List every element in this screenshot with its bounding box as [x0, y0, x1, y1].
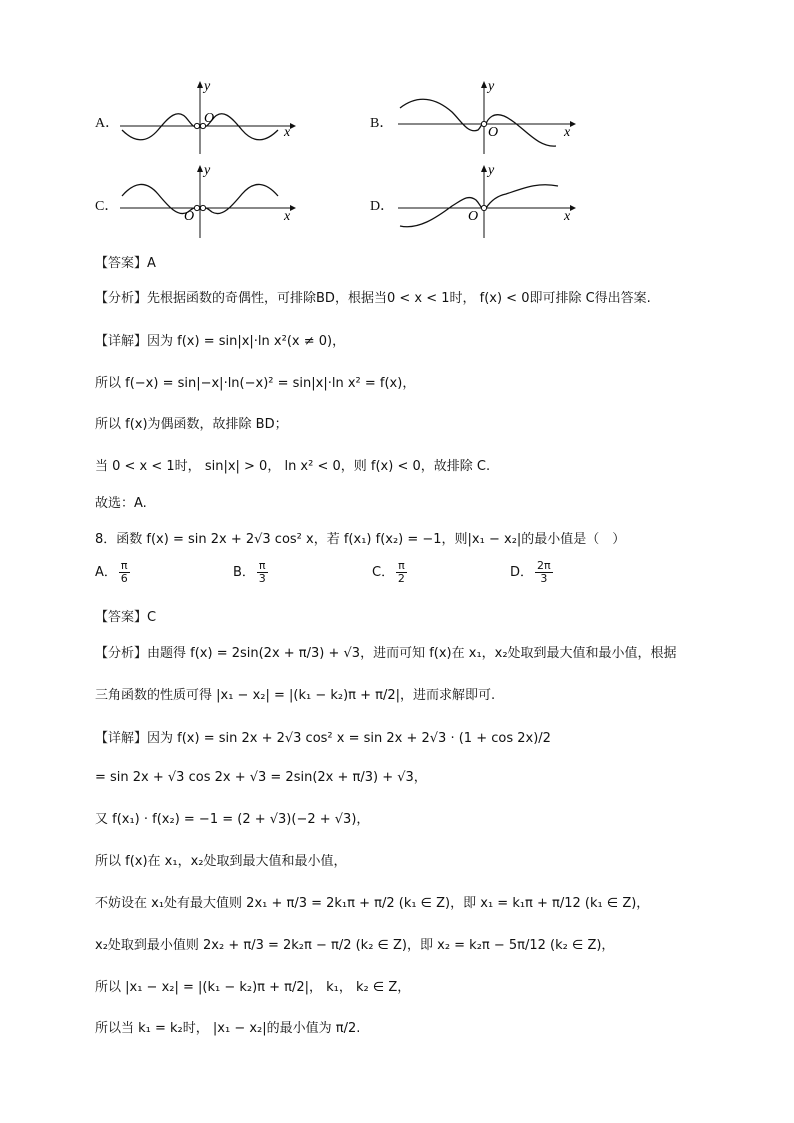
q7-detail-4: 当 0 < x < 1时， sin|x| > 0， ln x² < 0，则 f(x) < 0，故排除 C.: [95, 459, 491, 474]
q7-analysis: 【分析】先根据函数的奇偶性，可排除BD，根据当0 < x < 1时， f(x) < 0即可排除 C得出答案.: [95, 291, 651, 306]
q8-detail-1: 【详解】因为 f(x) = sin 2x + 2√3 cos² x = sin 2x + 2√3 · (1 + cos 2x)/2: [95, 731, 551, 746]
graph-b: [396, 78, 578, 156]
q8-detail-4: 所以 f(x)在 x₁，x₂处取到最大值和最小值，: [95, 854, 347, 869]
q7-detail-3: 所以 f(x)为偶函数，故排除 BD；: [95, 417, 288, 432]
q8-detail-3: 又 f(x₁) · f(x₂) = −1 = (2 + √3)(−2 + √3)，: [95, 812, 370, 827]
graph-c: [118, 162, 298, 240]
q7-detail-5: 故选：A.: [95, 496, 147, 511]
q8-option-a: A． $\frac{\pi}{6}$: [95, 559, 128, 585]
q8-option-d: D． $\frac{2\pi}{3}$: [510, 559, 551, 585]
q8-detail-2: = sin 2x + √3 cos 2x + √3 = 2sin(2x + π/3) + √3，: [95, 770, 427, 785]
option-c-label: C．: [95, 199, 119, 214]
q8-answer: 【答案】C: [95, 610, 157, 625]
svg-text:x: x: [564, 125, 571, 140]
origin-label: O: [204, 111, 215, 126]
q7-answer: 【答案】A: [95, 256, 156, 271]
q8-detail-5: 不妨设在 x₁处有最大值则 2x₁ + π/3 = 2k₁π + π/2 (k₁ ∈ Z)，即 x₁ = k₁π + π/12 (k₁ ∈ Z)，: [95, 896, 650, 911]
q8-detail-8: 所以当 k₁ = k₂时， |x₁ − x₂|的最小值为 π/2.: [95, 1021, 361, 1036]
option-d-label: D．: [370, 199, 395, 214]
q7-detail-2: 所以 f(−x) = sin|−x|·ln(−x)² = sin|x|·ln x² = f(x)，: [95, 376, 416, 391]
q8-stem: 8．函数 f(x) = sin 2x + 2√3 cos² x，若 f(x₁) f(x₂) = −1，则|x₁ − x₂|的最小值是（ ）: [95, 532, 626, 547]
graph-a: [118, 78, 298, 156]
q7-detail-1: 【详解】因为 f(x) = sin|x|·ln x²(x ≠ 0)，: [95, 334, 346, 349]
x-axis-label: x: [284, 125, 291, 140]
svg-text:y: y: [204, 163, 211, 178]
q8-option-b: B． $\frac{\pi}{3}$: [233, 559, 266, 585]
svg-text:y: y: [488, 163, 495, 178]
svg-text:x: x: [564, 209, 571, 224]
svg-text:O: O: [184, 209, 195, 224]
q8-detail-6: x₂处取到最小值则 2x₂ + π/3 = 2k₂π − π/2 (k₂ ∈ Z)，即 x₂ = k₂π − 5π/12 (k₂ ∈ Z)，: [95, 938, 615, 953]
svg-text:O: O: [468, 209, 479, 224]
y-axis-label: y: [204, 79, 211, 94]
q8-detail-7: 所以 |x₁ − x₂| = |(k₁ − k₂)π + π/2|， k₁， k₂ ∈ Z，: [95, 980, 411, 995]
svg-text:y: y: [488, 79, 495, 94]
graph-d: [396, 162, 578, 240]
q8-analysis-2: 三角函数的性质可得 |x₁ − x₂| = |(k₁ − k₂)π + π/2|，进而求解即可.: [95, 688, 496, 703]
svg-text:x: x: [284, 209, 291, 224]
q8-analysis-1: 【分析】由题得 f(x) = 2sin(2x + π/3) + √3，进而可知 f(x)在 x₁，x₂处取到最大值和最小值，根据: [95, 646, 677, 661]
option-b-label: B．: [370, 116, 394, 131]
option-a-label: A．: [95, 116, 120, 131]
svg-text:O: O: [488, 125, 499, 140]
q8-option-c: C． $\frac{\pi}{2}$: [372, 559, 405, 585]
